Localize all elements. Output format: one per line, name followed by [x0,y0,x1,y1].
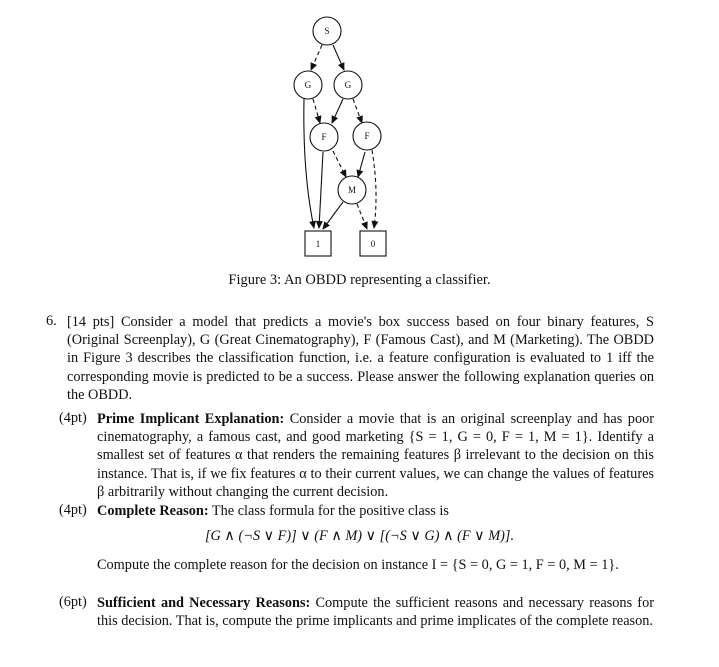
node-f-right [353,122,381,150]
edge-m-t0-low [357,204,367,229]
edge-g2-f2-low [353,99,362,123]
part2-title: Complete Reason: [97,503,209,519]
edge-s-g1-low [311,45,322,70]
part1-points: (4pt) [59,410,87,426]
svg-text:M: M [347,185,357,195]
part1-body [97,410,654,501]
part1-title: Prime Implicant Explanation: [97,411,285,427]
class-formula: [G ∧ (¬S ∨ F)] ∨ (F ∧ M) ∨ [(¬S ∨ G) ∧ (F ∨ M)]. [204,528,515,544]
edge-m-t1-high [323,202,343,229]
terminal-zero [360,231,386,256]
part3-points: (6pt) [59,594,87,610]
question-number: 6. [46,313,57,329]
svg-text:1: 1 [315,239,321,249]
terminal-one [305,231,331,256]
obdd-diagram [0,0,719,270]
part3-title: Sufficient and Necessary Reasons: [97,595,311,611]
part2-text2: Compute the complete reason for the decision on instance I = {S = 0, G = 1, F = 0, M = 1}. [97,557,619,573]
node-g-left [294,71,322,99]
node-m [338,176,366,204]
edge-g2-f1-high [332,99,343,123]
part2-text: The class formula for the positive class is [211,503,449,519]
edge-f2-m-high [358,152,365,177]
part2-points: (4pt) [59,502,87,518]
edge-s-g2-high [333,45,344,70]
node-s [313,17,341,45]
part2-body [97,502,654,520]
part1-text: Consider a movie that is an original screenplay and has poor cinematography, a famous cast, and good marketing {S = 1, G = 0, F = 1, M = 1}. Identify a smallest set of features α that renders the remaining features β irrelevant to the decision on this instance. That is, if we fix features α to their current values, we can change the values of features β arbitrarily without changing the current decision. [97,411,655,500]
part3-text: Compute the sufficient reasons and necessary reasons for this decision. That is, compute the prime implicants and prime implicates of the complete reason. [97,595,654,630]
svg-text:F: F [321,132,327,142]
question-intro: [14 pts] Consider a model that predicts a movie's box success based on four binary features, S (Original Screenplay), G (Great Cinematography), F (Famous Cast), and M (Marketing). The OBDD in Figure 3 describes the classification function, i.e. a feature configuration is evaluated to 1 iff the corresponding movie is predicted to be a success. Please answer the following explanation queries on the OBDD. [67,314,654,403]
svg-text:G: G [304,80,312,90]
edge-g1-f1-low [313,99,320,123]
edge-f1-m-low [333,151,346,177]
node-f-left [310,123,338,151]
svg-text:F: F [364,131,370,141]
edge-f2-t0-low [372,150,376,228]
svg-text:S: S [324,26,330,36]
edge-f1-t1-high [319,152,323,228]
figure-caption: Figure 3: An OBDD representing a classifier. [228,272,491,288]
node-g-right [334,71,362,99]
part3-body [97,594,654,630]
svg-text:G: G [344,80,352,90]
edge-g1-t1-high [304,99,314,228]
svg-text:0: 0 [370,239,376,249]
